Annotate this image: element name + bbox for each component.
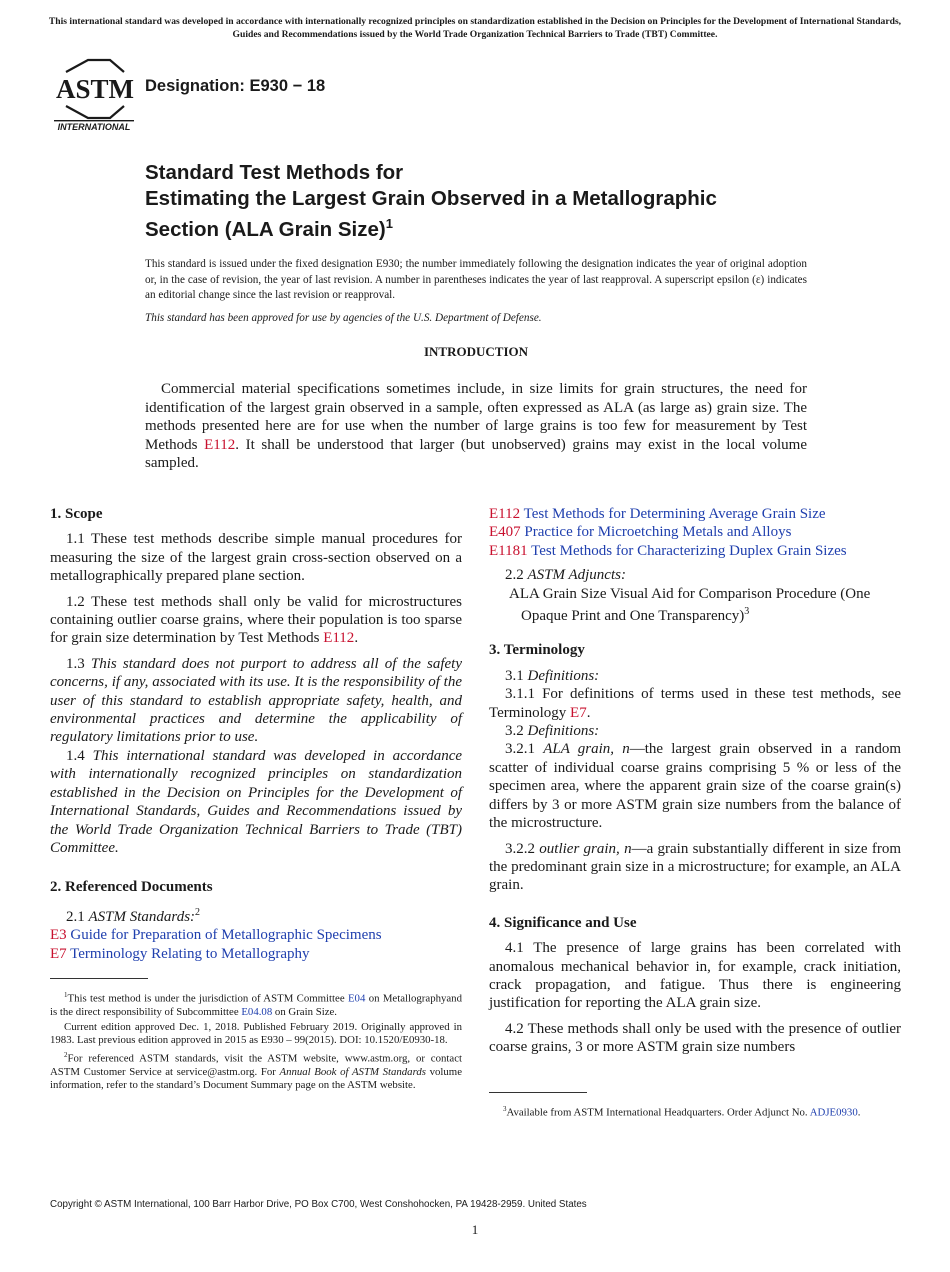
introduction-text: Commercial material specifications sometimes include, in size limits for grain structures, the need for identification of the largest grain observed in a sample, often expressed as ALA (as large as) grain size. The methods presented here are for use when the number of large grains is too few for measurement by Test Methods E112. It shall be understood that larger (but unobserved) grains may exist in the local volume sampled.: [145, 381, 807, 472]
para-4-2: 4.2 These methods shall only be used with the presence of outlier coarse grains, 3 or more ASTM grain size numbers: [489, 1020, 901, 1056]
document-title: [145, 160, 845, 242]
footnotes-right: [489, 1092, 901, 1122]
para-1-1: 1.1 These test methods describe simple manual procedures for measuring the size of the largest grain cross-section observed on a metallographically prepared plane section.: [50, 531, 462, 585]
footnote-divider: [489, 1092, 587, 1093]
footnote-1: $^1$This test method is under the jurisdiction of ASTM Committee E04 on Metallographyand is the direct responsibility of Subcommittee E04.08 on Grain Size.: [50, 991, 462, 1018]
link-e04-08[interactable]: E04.08: [241, 1005, 273, 1018]
ref-item-e7[interactable]: E7 Terminology Relating to Metallography: [50, 945, 310, 962]
footnote-divider: [50, 978, 148, 979]
title-line-1: Standard Test Methods for: [145, 161, 404, 184]
para-3-2-2: 3.2.2 outlier grain, n—a grain substantially different in size from the predominant grain size in a microstructure; for example, an ALA grain.: [489, 840, 901, 894]
adjunct-item: ALA Grain Size Visual Aid for Comparison Procedure (One Opaque Print and One Transparency)$^3$: [509, 585, 871, 625]
footnote-marker-3[interactable]: 3: [744, 606, 750, 618]
top-notice: This international standard was developed in accordance with internationally recognized principles on standardization established in the Decision on Principles for the Development of International Standards, Guides and Recommendations issued by the World Trade Organization Technical Barriers to Trade (TBT) Committee.: [48, 16, 902, 40]
introduction-heading: INTRODUCTION: [423, 344, 528, 359]
para-3-2: 3.2 Definitions:: [505, 723, 600, 740]
para-2-2: 2.2 ASTM Adjuncts:: [505, 567, 626, 584]
para-1-2: 1.2 These test methods shall only be valid for microstructures containing outlier coarse grains, where their population is too sparse for grain size determination by Test Methods E112.: [50, 593, 462, 647]
para-4-1: 4.1 The presence of large grains has been correlated with anomalous mechanical behavior in, for example, crack initiation, crack propagation, and fatigue. Thus there is engineering justification for reporting the ALA grain size.: [489, 940, 901, 1012]
ref-item-e112[interactable]: E112 Test Methods for Determining Average Grain Size: [489, 506, 826, 522]
title-line-2: Estimating the Largest Grain Observed in a Metallographic: [145, 186, 717, 210]
astm-logo-icon: [54, 56, 136, 132]
para-3-1: 3.1 Definitions:: [505, 667, 600, 684]
footnote-3: $^3$Available from ASTM International Headquarters. Order Adjunct No. ADJE0930.: [503, 1105, 861, 1119]
copyright-line: Copyright © ASTM International, 100 Barr Harbor Drive, PO Box C700, West Conshohocken, PA 19428-2959. United States: [50, 1199, 587, 1210]
astm-logo: [54, 56, 136, 132]
ref-item-e3[interactable]: E3 Guide for Preparation of Metallographic Specimens: [50, 927, 382, 944]
link-e112[interactable]: E112: [204, 436, 236, 453]
dod-approval-note: This standard has been approved for use by agencies of the U.S. Department of Defense.: [145, 312, 542, 324]
title-line-3: Section (ALA Grain Size)$^1$: [145, 216, 393, 241]
section-4-heading: 4. Significance and Use: [489, 914, 637, 931]
ref-item-e1181[interactable]: E1181 Test Methods for Characterizing Duplex Grain Sizes: [489, 542, 847, 559]
section-2-heading: 2. Referenced Documents: [50, 879, 213, 896]
para-3-1-1: 3.1.1 For definitions of terms used in these test methods, see Terminology E7.: [489, 686, 901, 721]
footnote-1-edition: Current edition approved Dec. 1, 2018. Published February 2019. Originally approved in 1983. Last previous edition approved in 2015 as E930 – 99(2015). DOI: 10.1520/E0930-18.: [50, 1021, 462, 1047]
para-1-3: 1.3 This standard does not purport to address all of the safety concerns, if any, associated with its use. It is the responsibility of the user of this standard to establish appropriate safety, health, and environmental practices and determine the applicability of regulatory limitations prior to use.: [50, 655, 463, 746]
title-footnote-marker[interactable]: 1: [385, 216, 393, 231]
para-1-4: 1.4 This international standard was developed in accordance with internationally recognized principles on standardization established in the Decision on Principles for the Development of International Standards, Guides and Recommendations issued by the World Trade Organization Technical Barriers to Trade (TBT) Committee.: [50, 747, 463, 856]
page-number: 1: [471, 1222, 479, 1237]
footnote-marker-2[interactable]: 2: [195, 906, 201, 918]
footnote-2: $^2$For referenced ASTM standards, visit the ASTM website, www.astm.org, or contact ASTM Customer Service at service@astm.org. For Annual Book of ASTM Standards volume information, refer to the standard’s Document Summary page on the ASTM website.: [50, 1051, 462, 1092]
designation: Designation: E930 − 18: [145, 77, 326, 95]
para-3-2-1: 3.2.1 ALA grain, n—the largest grain observed in a random scatter of individual coarse grains comprising 5 % or less of the specimen area, where the apparent grain size of the coarse grain(s) differs by 3 or more ASTM grain size numbers from the balance of the microstructure.: [489, 741, 901, 832]
section-3-heading: 3. Terminology: [489, 642, 585, 659]
link-adje0930[interactable]: ADJE0930: [809, 1106, 858, 1119]
issued-note: This standard is issued under the fixed designation E930; the number immediately following the designation indicates the year of original adoption or, in the case of revision, the year of last revision. A number in parentheses indicates the year of last reapproval. A superscript epsilon (ε) indicates an editorial change since the last revision or reapproval.: [145, 258, 807, 302]
link-e112[interactable]: E112: [323, 630, 355, 647]
logo-org: INTERNATIONAL: [57, 122, 131, 132]
link-e7[interactable]: E7: [570, 704, 587, 721]
ref-item-e407[interactable]: E407 Practice for Microetching Metals and Alloys: [489, 524, 792, 541]
right-column: [489, 505, 901, 1064]
para-2-1: 2.1 ASTM Standards:$^2$: [66, 906, 201, 925]
left-column: [50, 505, 462, 963]
footnotes-left: [50, 978, 462, 1095]
section-1-heading: 1. Scope: [50, 506, 103, 522]
link-e04[interactable]: E04: [347, 992, 366, 1005]
logo-letters: ASTM: [55, 74, 135, 104]
